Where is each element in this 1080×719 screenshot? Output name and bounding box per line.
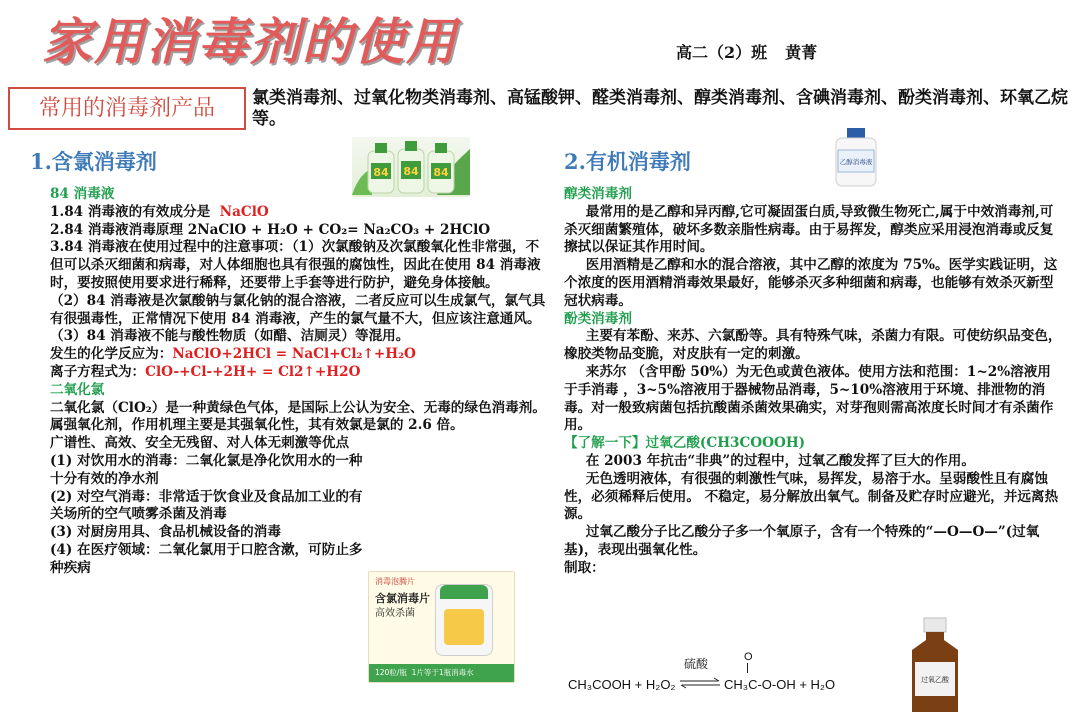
page-title: 家用消毒剂的使用 — [42, 13, 458, 71]
peracetic-p2: 无色透明液体，有很强的刺激性气味，易挥发，易溶于水。呈弱酸性且有腐蚀性，必须稀释后使用。 不稳定，易分解放出氧气。制备及贮存时应避光，并远离热源。 — [564, 470, 1059, 523]
product-sub: 高效杀菌 — [375, 608, 415, 619]
products: CH₃C-O-OH + H₂O — [724, 677, 836, 692]
bottle-label: 84 — [403, 165, 419, 178]
products-text: 氯类消毒剂、过氧化物类消毒剂、高锰酸钾、醛类消毒剂、醇类消毒剂、含碘消毒剂、酚类消毒剂、环氧乙烷等。 — [252, 88, 1068, 129]
s84-ionic: 离子方程式为：ClO-+Cl-+2H+ = Cl2↑+H2O — [50, 363, 361, 380]
peracetic-p3: 过氧乙酸分子比乙酸分子多一个氧原子，含有一个特殊的“—O—O—”(过氧基)，表现出强氧化性。 — [564, 524, 1040, 558]
section-alcohol-title: 醇类消毒剂 — [564, 186, 632, 202]
s84-value: NaClO — [219, 203, 269, 220]
right-heading: 2.有机消毒剂 — [564, 149, 691, 174]
clo2-item4: (4) 在医疗领域：二氧化氯用于口腔含漱，可防止多种疾病 — [50, 541, 363, 576]
clo2-p2: 属强氧化剂，作用机理主要是其强氧化性，其有效氯是氯的 2.6 倍。 — [50, 417, 464, 434]
section-84-title: 84 消毒液 — [50, 186, 115, 202]
phenol-p2: 来苏尔 （含甲酚 50%）为无色或黄色液体。使用方法和范围：1~2%溶液用于手消毒 ，3~5%溶液用于器械物品消毒，5~10%溶液用于环境、排泄物的消毒。对一般致病菌包括抗酸菌杀菌效果确实，对芽孢则需高浓度长时间才有杀菌作用。 — [564, 363, 1054, 434]
image-peracetic-bottle — [902, 616, 968, 716]
carbonyl-o: O — [744, 651, 753, 663]
class-name: 高二（2）班 — [676, 43, 768, 62]
ionic-equation: ClO-+Cl-+2H+ = Cl2↑+H2O — [145, 363, 361, 380]
right-column — [564, 186, 1064, 578]
clo2-p3: 广谱性、高效、安全无残留、对人体无刺激等优点 — [50, 435, 350, 452]
alcohol-p1: 最常用的是乙醇和异丙醇,它可凝固蛋白质,导致微生物死亡,属于中效消毒剂,可杀灭细菌繁殖体，破坏多数亲脂性病毒。由于易挥发，醇类应采用浸泡消毒或反复擦拭以保证其作用时间。 — [564, 203, 1054, 256]
s84-line1: 1.84 消毒液的有效成分是 NaClO — [50, 203, 269, 220]
products-label: 常用的消毒剂产品 — [8, 87, 246, 130]
s84-line4: （2）84 消毒液是次氯酸钠与氯化钠的混合溶液，二者反应可以生成氯气，氯气具有很强毒性，正常情况下使用 84 消毒液，产生的氯气量不大，但应该注意通风。 — [50, 292, 546, 327]
clo2-p1: 二氧化氯（ClO₂）是一种黄绿色气体，是国际上公认为安全、无毒的绿色消毒剂。 — [50, 399, 546, 416]
s84-line3: 3.84 消毒液在使用过程中的注意事项：（1）次氯酸钠及次氯酸氧化性非常强，不但可以杀灭细菌和病毒，对人体细胞也具有很强的腐蚀性，因此在使用 84 消毒液时，要按照使用要求进行稀释，还要带上手套等进行防护，避免身体接触。 — [50, 239, 541, 291]
product-tag: 消毒泡腾片 — [375, 577, 415, 586]
left-heading: 1.含氯消毒剂 — [30, 149, 157, 174]
peracetic-p1: 在 2003 年抗击“非典”的过程中，过氧乙酸发挥了巨大的作用。 — [585, 452, 975, 469]
image-alcohol-bottle — [828, 126, 884, 188]
peracetic-prep: 制取： — [564, 559, 605, 576]
peracetic-equation — [568, 651, 858, 697]
clo2-item3: (3) 对厨房用具、食品机械设备的消毒 — [50, 524, 281, 541]
alcohol-p2: 医用酒精是乙醇和水的混合溶液，其中乙醇的浓度为 75%。医学实践证明，这个浓度的医用酒精消毒效果最好，能够杀灭多种细菌和病毒，也能够有效杀灭新型冠状病毒。 — [564, 257, 1058, 309]
bottle-label: 84 — [433, 166, 449, 179]
brown-bottle-label: 过氧乙酸 — [921, 676, 949, 684]
product-jar — [435, 584, 493, 656]
section-phenol-title: 酚类消毒剂 — [564, 310, 632, 327]
s84-line2: 2.84 消毒液消毒原理 2NaClO + H₂O + CO₂= Na₂CO₃ + 2HClO — [50, 221, 491, 238]
s84-reaction: 发生的化学反应为：NaClO+2HCl = NaCl+Cl₂↑+H₂O — [50, 346, 416, 363]
author-line — [676, 40, 817, 63]
product-footer: 120粒/瓶 1片等于1瓶消毒水 — [369, 664, 515, 682]
catalyst: 硫酸 — [684, 657, 709, 671]
equilibrium-arrow-icon — [678, 677, 722, 689]
product-name: 含氯消毒片 — [375, 592, 430, 605]
reactants: CH₃COOH + H₂O₂ — [568, 677, 676, 692]
clo2-item1: (1) 对饮用水的消毒：二氧化氯是净化饮用水的一种十分有效的净水剂 — [50, 452, 363, 487]
image-tablet-product — [368, 571, 515, 683]
bottle-label-text: 乙醇消毒液 — [839, 158, 873, 166]
left-column — [38, 186, 546, 578]
clo2-item2: (2) 对空气消毒：非常适于饮食业及食品加工业的有关场所的空气喷雾杀菌及消毒 — [50, 488, 363, 523]
section-clo2-title: 二氧化氯 — [50, 381, 105, 398]
bottle-label: 84 — [373, 166, 389, 179]
author-name: 黄菁 — [785, 43, 818, 62]
s84-line5: （3）84 消毒液不能与酸性物质（如醋、洁厕灵）等混用。 — [50, 328, 410, 345]
phenol-p1: 主要有苯酚、来苏、六氯酚等。具有特殊气味，杀菌力有限。可使纺织品变色，橡胶类物品变脆，对皮肤有一定的刺激。 — [564, 328, 1062, 363]
reaction-equation: NaClO+2HCl = NaCl+Cl₂↑+H₂O — [172, 346, 416, 363]
section-peracetic-title: 【了解一下】过氧乙酸(CH3COOOH) — [564, 435, 806, 452]
